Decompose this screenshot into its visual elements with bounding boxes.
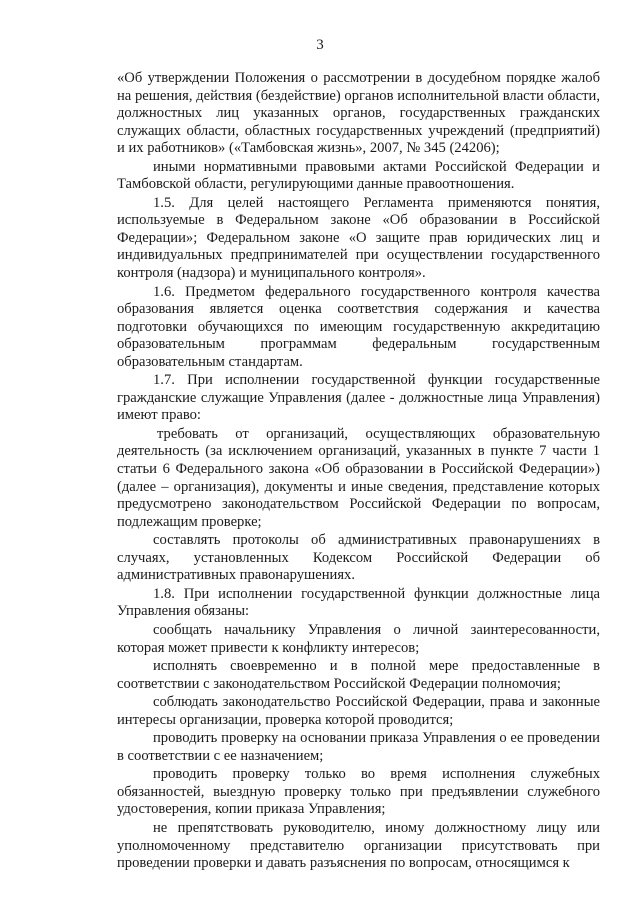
page-number: 3 [316,37,324,53]
paragraph-other-legal-acts: иными нормативными правовыми актами Российской Федерации и Тамбовской области, регулирующими данные правоотношения. [117,158,600,193]
paragraph-duty-not-obstruct: не препятствовать руководителю, иному должностному лицу или уполномоченному представителю организации присутствовать при проведении проверки и давать разъяснения по вопросам, относящимся к [117,819,600,872]
paragraph-duty-observe-law: соблюдать законодательство Российской Федерации, права и законные интересы организации, проверка которой проводится; [117,694,600,728]
paragraph-right-to-protocols: составлять протоколы об административных правонарушениях в случаях, установленных Кодексом Российской Федерации об административных правонарушениях. [117,532,600,584]
paragraph-duty-order-basis: проводить проверку на основании приказа Управления о ее проведении в соответствии с ее назначением; [117,730,600,764]
document-body [117,70,600,873]
paragraph-1-6: 1.6. Предметом федерального государственного контроля качества образования является оценка соответствия содержания и качества подготовки обучающихся по имеющим государственную аккредитацию образовательным программам федеральным государственным образовательным стандартам. [117,283,600,370]
paragraph-duty-exercise-powers: исполнять своевременно и в полной мере предоставленные в соответствии с законодательством Российской Федерации полномочия; [117,658,600,692]
paragraph-right-to-request: требовать от организаций, осуществляющих образовательную деятельность (за исключением организаций, указанных в пункте 7 части 1 статьи 6 Федерального закона «Об образовании в Российской Федерации») (далее – организация), документы и иные сведения, представление которых предусмотрено законодательством Российской Федерации по вопросам, подлежащим проверке; [117,425,600,530]
paragraph-1-5: 1.5. Для целей настоящего Регламента применяются понятия, используемые в Федеральном законе «Об образовании в Российской Федерации»; Федеральном законе «О защите прав юридических лиц и индивидуальных предпринимателей при осуществлении государственного контроля (надзора) и муниципального контроля». [117,194,600,282]
paragraph-duty-during-service: проводить проверку только во время исполнения служебных обязанностей, выездную проверку только при предъявлении служебного удостоверения, копии приказа Управления; [117,766,600,818]
paragraph-1-7: 1.7. При исполнении государственной функции государственные гражданские служащие Управления (далее - должностные лица Управления) имеют право: [117,372,600,424]
paragraph-1-8: 1.8. При исполнении государственной функции должностные лица Управления обязаны: [117,585,600,620]
paragraph-resolution-title-continuation: «Об утверждении Положения о рассмотрении в досудебном порядке жалоб на решения, действия (бездействие) органов исполнительной власти области, должностных лиц указанных органов, государственных гражданских служащих области, областных государственных учреждений (предприятий) и их работников» («Тамбовская жизнь», 2007, № 345 (24206); [117,70,600,157]
paragraph-duty-report-interest: сообщать начальнику Управления о личной заинтересованности, которая может привести к конфликту интересов; [117,621,600,656]
